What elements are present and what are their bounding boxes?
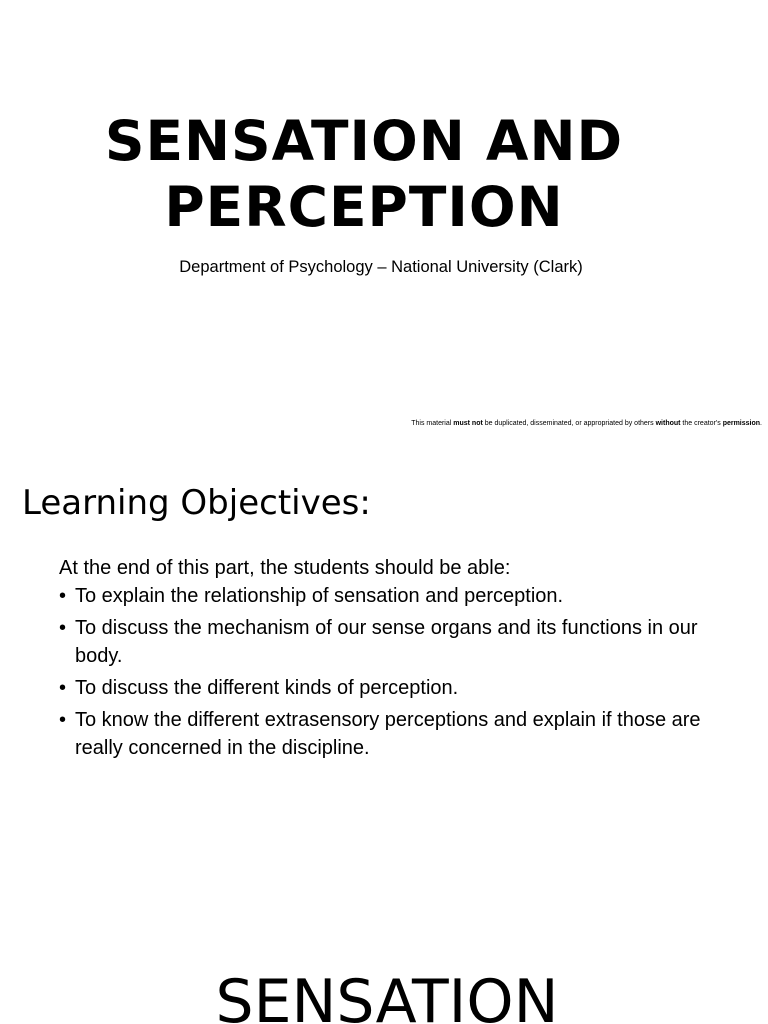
objective-item	[59, 582, 729, 610]
objectives-heading: Learning Objectives:	[22, 483, 371, 523]
notice-bold-2: without	[655, 420, 681, 427]
objective-text: To discuss the mechanism of our sense organs and its functions in our body.	[75, 617, 698, 667]
objective-item	[59, 706, 729, 762]
slide-title-line-2: PERCEPTION	[164, 175, 564, 239]
objective-text: To discuss the different kinds of perception.	[75, 677, 459, 699]
objective-item	[59, 614, 729, 670]
objectives-body	[59, 554, 729, 762]
copyright-notice	[411, 419, 762, 429]
notice-bold-1: must not	[453, 420, 483, 427]
slide-subtitle: Department of Psychology – National University (Clark)	[179, 258, 583, 276]
notice-text-1: This material	[411, 420, 454, 427]
slide-title-line-1: SENSATION AND	[104, 109, 624, 173]
objective-item	[59, 674, 729, 702]
notice-bold-3: permission	[722, 420, 761, 427]
objectives-intro: At the end of this part, the students should be able:	[59, 557, 511, 579]
objectives-list	[59, 582, 729, 762]
next-slide-title: SENSATION	[215, 967, 559, 1024]
slide-title	[0, 108, 728, 240]
bullet-icon: •	[59, 709, 67, 731]
notice-text-2: be duplicated, disseminated, or appropriated by others	[482, 420, 656, 427]
bullet-icon: •	[59, 585, 67, 607]
bullet-icon: •	[59, 617, 67, 639]
notice-text-4: .	[760, 420, 762, 427]
notice-text-3: the creator's	[680, 420, 723, 427]
objective-text: To know the different extrasensory perceptions and explain if those are really concerned in the discipline.	[75, 709, 701, 759]
objective-text: To explain the relationship of sensation and perception.	[75, 585, 564, 607]
bullet-icon: •	[59, 677, 67, 699]
